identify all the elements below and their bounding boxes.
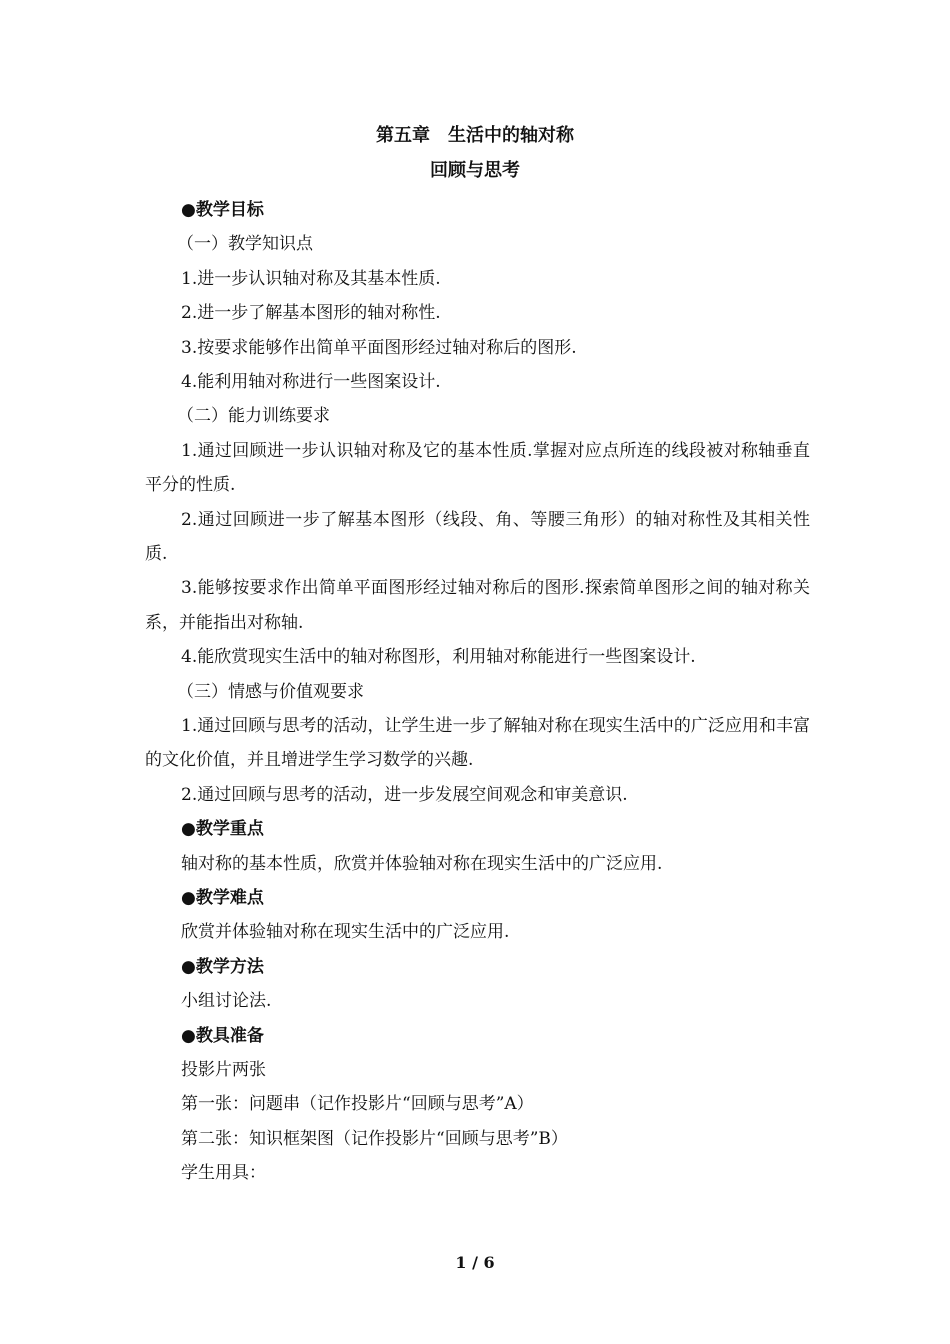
ability-item: 2.通过回顾进一步了解基本图形（线段、角、等腰三角形）的轴对称性及其相关性质. — [145, 509, 810, 564]
ability-item: 1.通过回顾进一步认识轴对称及它的基本性质.掌握对应点所连的线段被对称轴垂直平分的性质. — [145, 440, 810, 496]
lesson-subtitle: 回顾与思考 — [430, 160, 520, 181]
emotion-item: 2.通过回顾与思考的活动，进一步发展空间观念和审美意识. — [181, 784, 628, 805]
ability-item: 3.能够按要求作出简单平面图形经过轴对称后的图形.探索简单图形之间的轴对称关系，并能指出对称轴. — [145, 578, 810, 633]
knowledge-item: 2.进一步了解基本图形的轴对称性. — [181, 303, 441, 324]
tools-item: 第一张：问题串（记作投影片“回顾与思考”A） — [181, 1094, 534, 1115]
method-heading: ●教学方法 — [181, 956, 264, 977]
ability-heading: （二）能力训练要求 — [177, 406, 330, 427]
tools-item: 第二张：知识框架图（记作投影片“回顾与思考”B） — [181, 1128, 568, 1149]
knowledge-item: 3.按要求能够作出简单平面图形经过轴对称后的图形. — [181, 337, 577, 358]
tools-heading: ●教具准备 — [181, 1025, 264, 1046]
key-text: 轴对称的基本性质，欣赏并体验轴对称在现实生活中的广泛应用. — [181, 853, 663, 874]
knowledge-heading: （一）教学知识点 — [177, 234, 313, 255]
tools-item: 学生用具： — [181, 1163, 266, 1184]
tools-item: 投影片两张 — [181, 1059, 266, 1080]
difficulty-heading: ●教学难点 — [181, 887, 264, 908]
knowledge-item: 1.进一步认识轴对称及其基本性质. — [181, 268, 441, 289]
knowledge-item: 4.能利用轴对称进行一些图案设计. — [181, 371, 441, 392]
ability-item: 4.能欣赏现实生活中的轴对称图形，利用轴对称能进行一些图案设计. — [181, 647, 696, 668]
goals-heading: ●教学目标 — [181, 200, 264, 220]
difficulty-text: 欣赏并体验轴对称在现实生活中的广泛应用. — [181, 922, 510, 943]
method-text: 小组讨论法. — [181, 991, 272, 1012]
chapter-title: 第五章 生活中的轴对称 — [376, 125, 574, 146]
key-heading: ●教学重点 — [181, 819, 264, 840]
document-body — [145, 193, 810, 1190]
emotion-heading: （三）情感与价值观要求 — [177, 681, 364, 702]
emotion-item: 1.通过回顾与思考的活动，让学生进一步了解轴对称在现实生活中的广泛应用和丰富的文化价值，并且增进学生学习数学的兴趣. — [145, 715, 810, 771]
page-number: 1 / 6 — [455, 1253, 495, 1272]
